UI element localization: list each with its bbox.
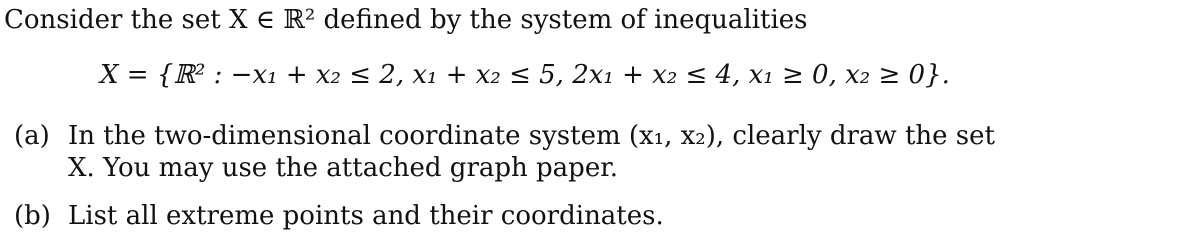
part-a-text-line2: X. You may use the attached graph paper. [68,153,619,183]
part-b-label: (b) [14,201,51,231]
part-a-text-line1: In the two-dimensional coordinate system (x₁, x₂), clearly draw the set [68,121,995,151]
intro-text: Consider the set X ∈ ℝ² defined by the system of inequalities [4,5,808,35]
part-a-label: (a) [14,121,50,151]
part-b-text: List all extreme points and their coordinates. [68,201,664,231]
set-definition: X = {ℝ² : −x₁ + x₂ ≤ 2, x₁ + x₂ ≤ 5, 2x₁ + x₂ ≤ 4, x₁ ≥ 0, x₂ ≥ 0}. [100,60,950,90]
